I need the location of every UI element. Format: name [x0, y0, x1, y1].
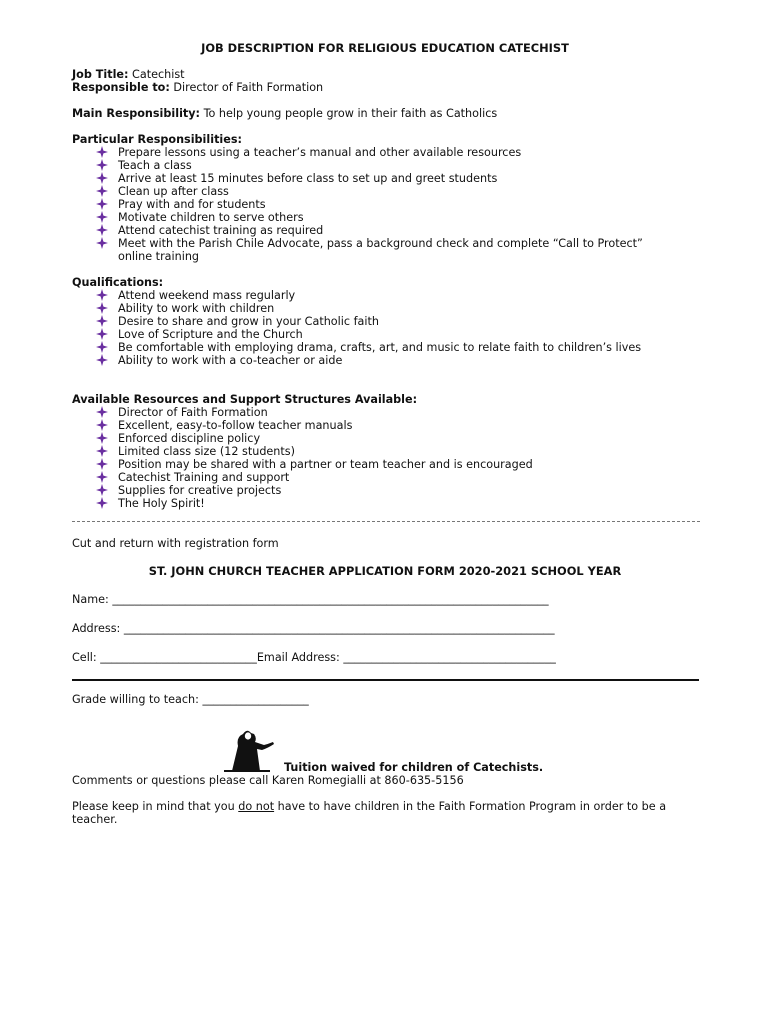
list-item-text: Prepare lessons using a teacher’s manual and other available resources: [118, 146, 522, 159]
list-item: [96, 198, 696, 211]
list-item-text: Love of Scripture and the Church: [118, 328, 303, 341]
job-title-label: Job Title:: [72, 68, 129, 81]
list-item-text: Desire to share and grow in your Catholic faith: [118, 315, 379, 328]
cut-line-divider: [72, 521, 700, 522]
bullet-icon: [96, 211, 108, 223]
particular-list: [96, 146, 696, 263]
list-item-text: Limited class size (12 students): [118, 445, 295, 458]
particular-heading: Particular Responsibilities:: [72, 133, 242, 146]
list-item: [96, 172, 696, 185]
grade-field[interactable]: Grade willing to teach: ___________________: [72, 693, 309, 706]
list-item: [96, 445, 696, 458]
list-item-text: Attend catechist training as required: [118, 224, 324, 237]
form-title: ST. JOHN CHURCH TEACHER APPLICATION FORM 2020-2021 SCHOOL YEAR: [148, 564, 622, 578]
list-item-text: Ability to work with a co-teacher or aide: [118, 354, 343, 367]
list-item: [96, 497, 696, 510]
bullet-icon: [96, 328, 108, 340]
cut-instruction: Cut and return with registration form: [72, 537, 279, 550]
list-item: [96, 458, 696, 471]
list-item-text: Teach a class: [118, 159, 192, 172]
list-item: [96, 484, 696, 497]
responsible-value: Director of Faith Formation: [173, 81, 324, 94]
list-item-text: Clean up after class: [118, 185, 229, 198]
list-item-text: Motivate children to serve others: [118, 211, 304, 224]
resources-heading: Available Resources and Support Structures Available:: [72, 393, 418, 406]
list-item: [96, 302, 696, 315]
list-item-text: Excellent, easy-to-follow teacher manuals: [118, 419, 353, 432]
list-item-text: Pray with and for students: [118, 198, 266, 211]
main-responsibility-line: [72, 107, 497, 120]
section-rule: [72, 679, 699, 681]
bullet-icon: [96, 289, 108, 301]
list-item: [96, 224, 696, 237]
list-item: [96, 315, 696, 328]
job-title-value: Catechist: [132, 68, 185, 81]
main-responsibility-label: Main Responsibility:: [72, 107, 201, 120]
bullet-icon: [96, 198, 108, 210]
list-item: [96, 146, 696, 159]
list-item-text: Attend weekend mass regularly: [118, 289, 296, 302]
list-item-text: Be comfortable with employing drama, crafts, art, and music to relate faith to children’s lives: [118, 341, 642, 354]
list-item-text: Position may be shared with a partner or team teacher and is encouraged: [118, 458, 533, 471]
bullet-icon: [96, 315, 108, 327]
list-item: [96, 432, 696, 445]
reminder-underlined: do not: [238, 800, 275, 813]
bullet-icon: [96, 432, 108, 444]
bullet-icon: [96, 484, 108, 496]
bullet-icon: [96, 471, 108, 483]
resources-list: [96, 406, 696, 510]
list-item-text: Arrive at least 15 minutes before class to set up and greet students: [118, 172, 498, 185]
bullet-icon: [96, 172, 108, 184]
responsible-line: [72, 81, 323, 94]
list-item: [96, 159, 696, 172]
nun-teacher-figure: [224, 722, 276, 772]
list-item-text: Enforced discipline policy: [118, 432, 261, 445]
bullet-icon: [96, 406, 108, 418]
list-item-text: Supplies for creative projects: [118, 484, 282, 497]
reminder-paragraph: [72, 800, 712, 826]
bullet-icon: [96, 237, 108, 249]
bullet-icon: [96, 458, 108, 470]
main-responsibility-value: To help young people grow in their faith as Catholics: [203, 107, 498, 120]
list-item: [96, 471, 696, 484]
responsible-label: Responsible to:: [72, 81, 170, 94]
bullet-icon: [96, 224, 108, 236]
bullet-icon: [96, 185, 108, 197]
list-item: [96, 237, 658, 263]
list-item: [96, 419, 696, 432]
bullet-icon: [96, 419, 108, 431]
qualifications-heading: Qualifications:: [72, 276, 164, 289]
list-item: [96, 289, 696, 302]
list-item: [96, 406, 696, 419]
bullet-icon: [96, 159, 108, 171]
name-field[interactable]: Name: ______________________________________________________________________________: [72, 593, 549, 606]
reminder-text-start: Please keep in mind that you: [72, 800, 239, 813]
bullet-icon: [96, 354, 108, 366]
comments-text: Comments or questions please call Karen Romegialli at 860-635-5156: [72, 774, 464, 787]
bullet-icon: [96, 445, 108, 457]
reminder-text-end: have to have children in the Faith Formation Program in order to be a teacher.: [72, 800, 667, 826]
job-title-line: [72, 68, 185, 81]
list-item: [96, 211, 696, 224]
list-item: [96, 341, 698, 354]
list-item-text: Catechist Training and support: [118, 471, 290, 484]
bullet-icon: [96, 497, 108, 509]
list-item-text: The Holy Spirit!: [118, 497, 205, 510]
address-field[interactable]: Address: _____________________________________________________________________________: [72, 622, 555, 635]
list-item: [96, 354, 696, 367]
list-item: [96, 185, 696, 198]
page-title: JOB DESCRIPTION FOR RELIGIOUS EDUCATION CATECHIST: [201, 41, 569, 55]
tuition-note: Tuition waived for children of Catechists.: [284, 761, 544, 774]
bullet-icon: [96, 302, 108, 314]
cell-email-field[interactable]: Cell: ____________________________Email Address: ______________________________________: [72, 651, 556, 664]
qualifications-list: [96, 289, 696, 367]
bullet-icon: [96, 146, 108, 158]
list-item-text: Meet with the Parish Chile Advocate, pass a background check and complete “Call to Protect” online training: [118, 237, 643, 263]
bullet-icon: [96, 341, 108, 353]
list-item-text: Ability to work with children: [118, 302, 275, 315]
list-item-text: Director of Faith Formation: [118, 406, 268, 419]
list-item: [96, 328, 696, 341]
